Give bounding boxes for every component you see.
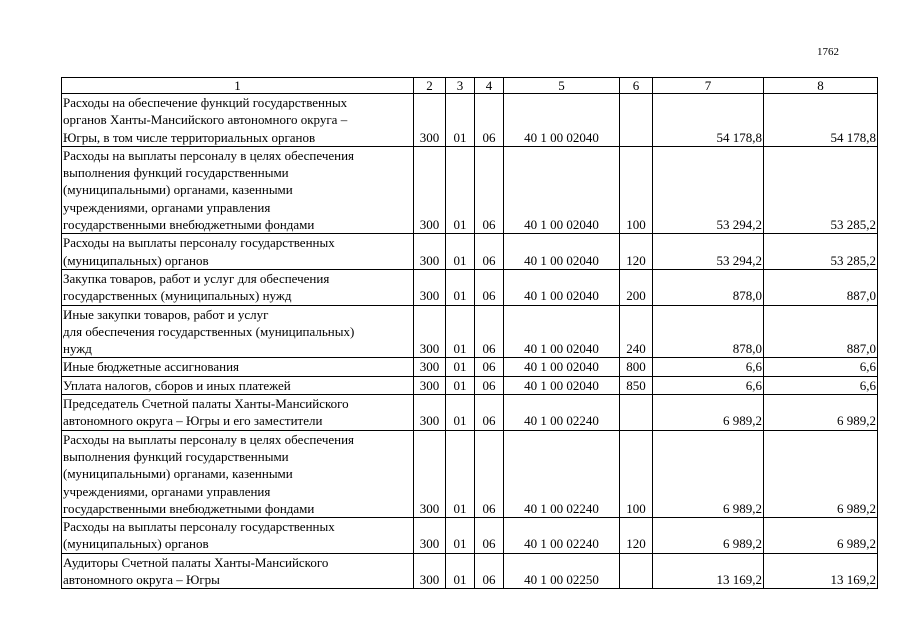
section-cell: 01 [446,94,475,147]
section-cell: 01 [446,146,475,233]
amount-year-2-cell: 6,6 [764,358,878,376]
subsection-cell: 06 [475,94,504,147]
expense-type-cell: 200 [620,269,653,305]
target-article-cell: 40 1 00 02240 [504,518,620,554]
subsection-cell: 06 [475,305,504,358]
expense-type-cell: 100 [620,430,653,517]
expense-type-cell: 120 [620,518,653,554]
expense-type-cell: 240 [620,305,653,358]
subsection-cell: 06 [475,358,504,376]
section-cell: 01 [446,376,475,394]
table-row [62,518,878,554]
amount-year-1-cell: 6,6 [653,358,764,376]
row-description: Уплата налогов, сборов и иных платежей [62,376,414,394]
budget-table [61,77,878,589]
subsection-cell: 06 [475,518,504,554]
row-description: Расходы на выплаты персоналу государственных (муниципальных) органов [62,234,414,270]
section-cell: 01 [446,518,475,554]
target-article-cell: 40 1 00 02250 [504,553,620,589]
admin-code-cell: 300 [414,518,446,554]
row-description: Расходы на выплаты персоналу в целях обеспечения выполнения функций государственными (муниципальными) органами, казенными учреждениями, органами управления государственными внебюджетными фондами [62,146,414,233]
table-row [62,358,878,376]
table-row [62,376,878,394]
row-description: Председатель Счетной палаты Ханты-Мансийского автономного округа – Югры и его заместители [62,395,414,431]
row-description: Иные закупки товаров, работ и услуг для обеспечения государственных (муниципальных) нужд [62,305,414,358]
column-header: 8 [764,78,878,94]
table-row [62,269,878,305]
amount-year-1-cell: 878,0 [653,305,764,358]
subsection-cell: 06 [475,146,504,233]
amount-year-2-cell: 887,0 [764,269,878,305]
subsection-cell: 06 [475,269,504,305]
target-article-cell: 40 1 00 02040 [504,358,620,376]
amount-year-2-cell: 53 285,2 [764,146,878,233]
amount-year-2-cell: 54 178,8 [764,94,878,147]
table-header-row [62,78,878,94]
admin-code-cell: 300 [414,269,446,305]
column-header: 2 [414,78,446,94]
target-article-cell: 40 1 00 02040 [504,94,620,147]
subsection-cell: 06 [475,395,504,431]
section-cell: 01 [446,269,475,305]
row-description: Расходы на обеспечение функций государственных органов Ханты-Мансийского автономного округа – Югры, в том числе территориальных органов [62,94,414,147]
row-description: Расходы на выплаты персоналу в целях обеспечения выполнения функций государственными (муниципальными) органами, казенными учреждениями, органами управления государственными внебюджетными фондами [62,430,414,517]
section-cell: 01 [446,553,475,589]
table-row [62,395,878,431]
target-article-cell: 40 1 00 02040 [504,234,620,270]
target-article-cell: 40 1 00 02240 [504,395,620,431]
row-description: Иные бюджетные ассигнования [62,358,414,376]
amount-year-2-cell: 6 989,2 [764,395,878,431]
section-cell: 01 [446,305,475,358]
column-header: 5 [504,78,620,94]
table-row [62,553,878,589]
column-header: 3 [446,78,475,94]
amount-year-1-cell: 6 989,2 [653,518,764,554]
amount-year-2-cell: 6 989,2 [764,518,878,554]
admin-code-cell: 300 [414,553,446,589]
page-number: 1762 [817,46,839,58]
amount-year-2-cell: 13 169,2 [764,553,878,589]
admin-code-cell: 300 [414,94,446,147]
admin-code-cell: 300 [414,234,446,270]
admin-code-cell: 300 [414,376,446,394]
amount-year-2-cell: 6,6 [764,376,878,394]
target-article-cell: 40 1 00 02040 [504,146,620,233]
subsection-cell: 06 [475,553,504,589]
target-article-cell: 40 1 00 02040 [504,376,620,394]
table-row [62,234,878,270]
row-description: Аудиторы Счетной палаты Ханты-Мансийского автономного округа – Югры [62,553,414,589]
section-cell: 01 [446,358,475,376]
amount-year-1-cell: 53 294,2 [653,234,764,270]
section-cell: 01 [446,234,475,270]
expense-type-cell: 850 [620,376,653,394]
column-header: 7 [653,78,764,94]
amount-year-1-cell: 6 989,2 [653,430,764,517]
section-cell: 01 [446,430,475,517]
table-row [62,146,878,233]
table-body [62,94,878,589]
expense-type-cell: 100 [620,146,653,233]
expense-type-cell: 120 [620,234,653,270]
target-article-cell: 40 1 00 02040 [504,305,620,358]
amount-year-1-cell: 6,6 [653,376,764,394]
expense-type-cell [620,395,653,431]
column-header: 1 [62,78,414,94]
column-header: 4 [475,78,504,94]
expense-type-cell: 800 [620,358,653,376]
section-cell: 01 [446,395,475,431]
subsection-cell: 06 [475,234,504,270]
row-description: Расходы на выплаты персоналу государственных (муниципальных) органов [62,518,414,554]
table-row [62,305,878,358]
amount-year-1-cell: 54 178,8 [653,94,764,147]
expense-type-cell [620,94,653,147]
amount-year-2-cell: 6 989,2 [764,430,878,517]
admin-code-cell: 300 [414,305,446,358]
amount-year-1-cell: 878,0 [653,269,764,305]
admin-code-cell: 300 [414,358,446,376]
target-article-cell: 40 1 00 02040 [504,269,620,305]
amount-year-2-cell: 887,0 [764,305,878,358]
column-header: 6 [620,78,653,94]
amount-year-2-cell: 53 285,2 [764,234,878,270]
row-description: Закупка товаров, работ и услуг для обеспечения государственных (муниципальных) нужд [62,269,414,305]
target-article-cell: 40 1 00 02240 [504,430,620,517]
amount-year-1-cell: 13 169,2 [653,553,764,589]
table-row [62,94,878,147]
subsection-cell: 06 [475,376,504,394]
subsection-cell: 06 [475,430,504,517]
admin-code-cell: 300 [414,146,446,233]
admin-code-cell: 300 [414,395,446,431]
expense-type-cell [620,553,653,589]
admin-code-cell: 300 [414,430,446,517]
amount-year-1-cell: 53 294,2 [653,146,764,233]
amount-year-1-cell: 6 989,2 [653,395,764,431]
table-row [62,430,878,517]
